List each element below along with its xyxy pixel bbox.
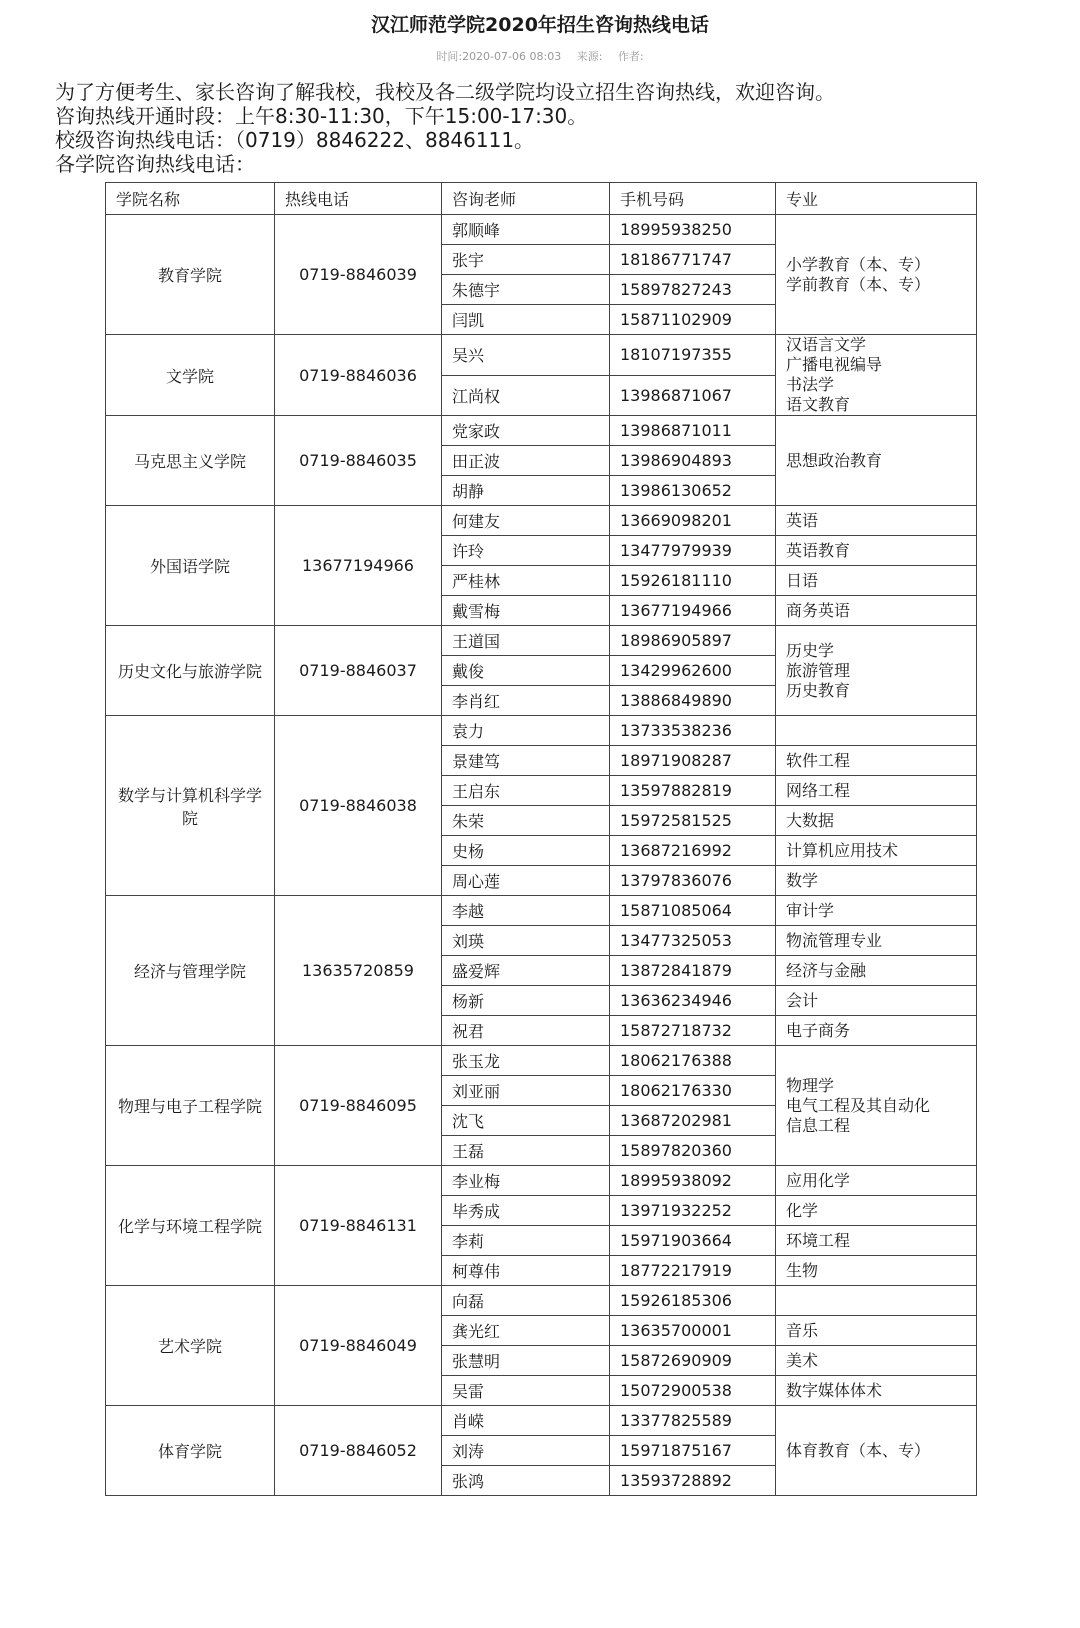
teacher-mobile: 13986904893 [610, 446, 776, 476]
major: 网络工程 [776, 776, 977, 806]
major: 小学教育（本、专） 学前教育（本、专） [776, 215, 977, 335]
teacher-mobile: 13971932252 [610, 1196, 776, 1226]
major: 英语教育 [776, 536, 977, 566]
major: 应用化学 [776, 1166, 977, 1196]
major: 大数据 [776, 806, 977, 836]
teacher-name: 景建笃 [442, 746, 610, 776]
intro-line: 咨询热线开通时段：上午8:30-11:30，下午15:00-17:30。 [55, 104, 588, 128]
major: 物流管理专业 [776, 926, 977, 956]
teacher-mobile: 18062176388 [610, 1046, 776, 1076]
major: 美术 [776, 1346, 977, 1376]
table-row [106, 416, 977, 446]
teacher-mobile: 13677194966 [610, 596, 776, 626]
header-teacher: 咨询老师 [442, 183, 610, 215]
college-name: 教育学院 [106, 215, 275, 335]
teacher-name: 王启东 [442, 776, 610, 806]
major: 审计学 [776, 896, 977, 926]
major: 经济与金融 [776, 956, 977, 986]
college-name: 物理与电子工程学院 [106, 1046, 275, 1166]
college-name: 外国语学院 [106, 506, 275, 626]
major: 数字媒体体术 [776, 1376, 977, 1406]
teacher-name: 向磊 [442, 1286, 610, 1316]
college-hotline: 13635720859 [275, 896, 442, 1046]
header-mobile: 手机号码 [610, 183, 776, 215]
teacher-mobile: 15872690909 [610, 1346, 776, 1376]
college-hotline: 0719-8846035 [275, 416, 442, 506]
teacher-mobile: 18995938092 [610, 1166, 776, 1196]
teacher-mobile: 15972581525 [610, 806, 776, 836]
table-row [106, 1166, 977, 1196]
teacher-name: 柯尊伟 [442, 1256, 610, 1286]
teacher-name: 周心莲 [442, 866, 610, 896]
table-row [106, 1406, 977, 1436]
teacher-mobile: 13687216992 [610, 836, 776, 866]
teacher-name: 史杨 [442, 836, 610, 866]
college-hotline: 0719-8846049 [275, 1286, 442, 1406]
teacher-mobile: 13669098201 [610, 506, 776, 536]
table-row [106, 335, 977, 376]
header-major: 专业 [776, 183, 977, 215]
teacher-mobile: 18186771747 [610, 245, 776, 275]
college-hotline: 0719-8846095 [275, 1046, 442, 1166]
college-hotline: 0719-8846036 [275, 335, 442, 416]
intro-line: 为了方便考生、家长咨询了解我校，我校及各二级学院均设立招生咨询热线，欢迎咨询。 [55, 80, 835, 104]
teacher-mobile: 13377825589 [610, 1406, 776, 1436]
intro-text [55, 80, 1055, 176]
teacher-name: 盛爱辉 [442, 956, 610, 986]
major: 汉语言文学 广播电视编导 书法学 语文教育 [776, 335, 977, 416]
teacher-mobile: 18062176330 [610, 1076, 776, 1106]
major: 体育教育（本、专） [776, 1406, 977, 1496]
college-name: 数学与计算机科学学院 [106, 716, 275, 896]
header-hotline: 热线电话 [275, 183, 442, 215]
teacher-mobile: 13477979939 [610, 536, 776, 566]
teacher-mobile: 13429962600 [610, 656, 776, 686]
major: 音乐 [776, 1316, 977, 1346]
teacher-mobile: 18772217919 [610, 1256, 776, 1286]
teacher-mobile: 15072900538 [610, 1376, 776, 1406]
teacher-mobile: 15871102909 [610, 305, 776, 335]
article-meta [0, 48, 1080, 64]
major: 英语 [776, 506, 977, 536]
source-label: 来源: [576, 50, 603, 63]
page-title: 汉江师范学院2020年招生咨询热线电话 [371, 14, 709, 36]
major: 计算机应用技术 [776, 836, 977, 866]
teacher-mobile: 15926185306 [610, 1286, 776, 1316]
table-row [106, 626, 977, 656]
teacher-mobile: 15971875167 [610, 1436, 776, 1466]
table-row [106, 506, 977, 536]
teacher-mobile: 13886849890 [610, 686, 776, 716]
major: 软件工程 [776, 746, 977, 776]
teacher-mobile: 13593728892 [610, 1466, 776, 1496]
teacher-name: 毕秀成 [442, 1196, 610, 1226]
teacher-name: 祝君 [442, 1016, 610, 1046]
teacher-name: 张宇 [442, 245, 610, 275]
teacher-mobile: 13986130652 [610, 476, 776, 506]
teacher-name: 李肖红 [442, 686, 610, 716]
college-name: 马克思主义学院 [106, 416, 275, 506]
teacher-name: 肖嵘 [442, 1406, 610, 1436]
teacher-name: 闫凯 [442, 305, 610, 335]
teacher-mobile: 13733538236 [610, 716, 776, 746]
teacher-name: 许玲 [442, 536, 610, 566]
major: 电子商务 [776, 1016, 977, 1046]
college-hotline: 0719-8846039 [275, 215, 442, 335]
teacher-mobile: 13797836076 [610, 866, 776, 896]
teacher-name: 李业梅 [442, 1166, 610, 1196]
teacher-name: 李莉 [442, 1226, 610, 1256]
major: 思想政治教育 [776, 416, 977, 506]
table-row [106, 896, 977, 926]
author-label: 作者: [617, 50, 644, 63]
college-name: 化学与环境工程学院 [106, 1166, 275, 1286]
teacher-name: 刘亚丽 [442, 1076, 610, 1106]
teacher-mobile: 15926181110 [610, 566, 776, 596]
teacher-name: 严桂林 [442, 566, 610, 596]
teacher-name: 胡静 [442, 476, 610, 506]
teacher-name: 朱荣 [442, 806, 610, 836]
teacher-mobile: 13477325053 [610, 926, 776, 956]
table-row [106, 1286, 977, 1316]
teacher-name: 龚光红 [442, 1316, 610, 1346]
teacher-mobile: 15871085064 [610, 896, 776, 926]
teacher-name: 吴雷 [442, 1376, 610, 1406]
intro-line: 各学院咨询热线电话： [55, 152, 255, 176]
teacher-mobile: 18107197355 [610, 335, 776, 376]
major [776, 1286, 977, 1316]
teacher-mobile: 18986905897 [610, 626, 776, 656]
major: 日语 [776, 566, 977, 596]
teacher-mobile: 13986871011 [610, 416, 776, 446]
major [776, 716, 977, 746]
table-row [106, 716, 977, 746]
teacher-mobile: 13636234946 [610, 986, 776, 1016]
college-name: 历史文化与旅游学院 [106, 626, 275, 716]
teacher-name: 王磊 [442, 1136, 610, 1166]
teacher-name: 张玉龙 [442, 1046, 610, 1076]
teacher-name: 朱德宇 [442, 275, 610, 305]
teacher-mobile: 15897827243 [610, 275, 776, 305]
hotline-table [105, 182, 977, 1496]
teacher-mobile: 18995938250 [610, 215, 776, 245]
teacher-name: 田正波 [442, 446, 610, 476]
teacher-name: 张慧明 [442, 1346, 610, 1376]
college-hotline: 0719-8846052 [275, 1406, 442, 1496]
teacher-name: 袁力 [442, 716, 610, 746]
college-name: 文学院 [106, 335, 275, 416]
table-row [106, 1046, 977, 1076]
major: 会计 [776, 986, 977, 1016]
teacher-name: 江尚权 [442, 375, 610, 416]
teacher-mobile: 13872841879 [610, 956, 776, 986]
teacher-name: 王道国 [442, 626, 610, 656]
college-hotline: 0719-8846131 [275, 1166, 442, 1286]
teacher-mobile: 13635700001 [610, 1316, 776, 1346]
teacher-mobile: 13986871067 [610, 375, 776, 416]
teacher-name: 吴兴 [442, 335, 610, 376]
table-header-row [106, 183, 977, 215]
teacher-mobile: 13597882819 [610, 776, 776, 806]
college-name: 经济与管理学院 [106, 896, 275, 1046]
teacher-mobile: 15872718732 [610, 1016, 776, 1046]
major: 历史学 旅游管理 历史教育 [776, 626, 977, 716]
college-name: 艺术学院 [106, 1286, 275, 1406]
major: 数学 [776, 866, 977, 896]
header-college: 学院名称 [106, 183, 275, 215]
teacher-name: 戴俊 [442, 656, 610, 686]
major: 物理学 电气工程及其自动化 信息工程 [776, 1046, 977, 1166]
college-hotline: 13677194966 [275, 506, 442, 626]
intro-line: 校级咨询热线电话：（0719）8846222、8846111。 [55, 128, 535, 152]
teacher-mobile: 15897820360 [610, 1136, 776, 1166]
teacher-name: 张鸿 [442, 1466, 610, 1496]
teacher-name: 党家政 [442, 416, 610, 446]
teacher-mobile: 13687202981 [610, 1106, 776, 1136]
major: 生物 [776, 1256, 977, 1286]
college-name: 体育学院 [106, 1406, 275, 1496]
teacher-name: 沈飞 [442, 1106, 610, 1136]
college-hotline: 0719-8846038 [275, 716, 442, 896]
teacher-name: 郭顺峰 [442, 215, 610, 245]
teacher-name: 刘瑛 [442, 926, 610, 956]
college-hotline: 0719-8846037 [275, 626, 442, 716]
teacher-name: 李越 [442, 896, 610, 926]
teacher-name: 杨新 [442, 986, 610, 1016]
table-row [106, 215, 977, 245]
teacher-name: 何建友 [442, 506, 610, 536]
teacher-name: 戴雪梅 [442, 596, 610, 626]
major: 化学 [776, 1196, 977, 1226]
teacher-mobile: 18971908287 [610, 746, 776, 776]
teacher-mobile: 15971903664 [610, 1226, 776, 1256]
major: 商务英语 [776, 596, 977, 626]
publish-time: 时间:2020-07-06 08:03 [436, 50, 562, 63]
major: 环境工程 [776, 1226, 977, 1256]
teacher-name: 刘涛 [442, 1436, 610, 1466]
